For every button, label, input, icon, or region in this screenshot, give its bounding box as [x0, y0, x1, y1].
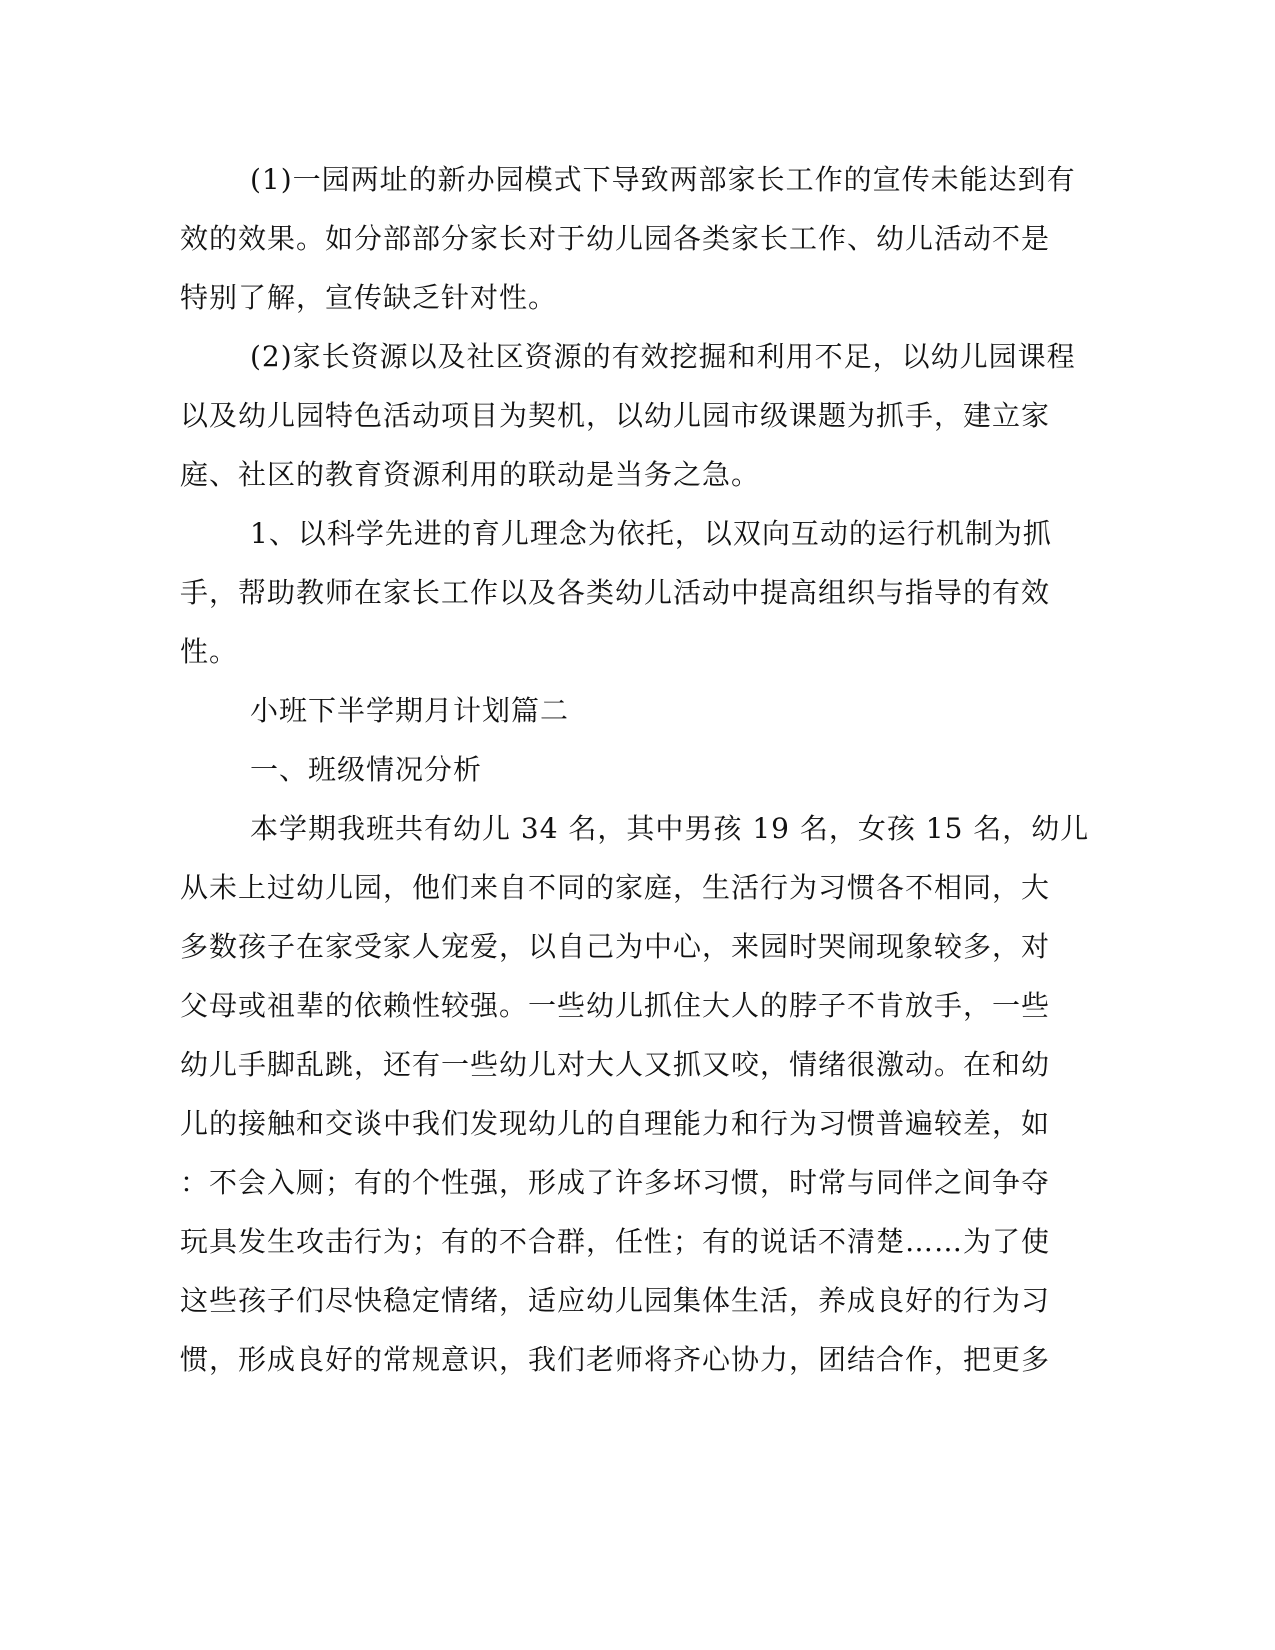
text-line: 手，帮助教师在家长工作以及各类幼儿活动中提高组织与指导的有效: [180, 576, 1051, 609]
text-line: (1)一园两址的新办园模式下导致两部家长工作的宣传未能达到有: [250, 163, 1076, 196]
text-line: ：不会入厕；有的个性强，形成了许多坏习惯，时常与同伴之间争夺: [180, 1166, 1051, 1199]
paragraph-2-line-3: [0, 455, 1275, 495]
section-title: [0, 691, 1275, 731]
text-line: 1、以科学先进的育儿理念为依托，以双向互动的运行机制为抓: [250, 517, 1052, 550]
paragraph-1-line-3: [0, 278, 1275, 318]
text-line: 惯，形成良好的常规意识，我们老师将齐心协力，团结合作，把更多: [180, 1343, 1051, 1376]
text-line: 特别了解，宣传缺乏针对性。: [180, 281, 558, 314]
paragraph-3-line-2: [0, 573, 1275, 613]
subsection-title: [0, 750, 1275, 790]
text-line: 性。: [180, 635, 239, 668]
text-line: 玩具发生攻击行为；有的不合群，任性；有的说话不清楚……为了使: [180, 1225, 1051, 1258]
subsection-title-text: 一、班级情况分析: [250, 753, 483, 786]
paragraph-4-line-5: [0, 1045, 1275, 1085]
section-title-text: 小班下半学期月计划篇二: [250, 694, 570, 727]
paragraph-4-line-1: [0, 809, 1275, 849]
paragraph-1-line-1: [0, 160, 1275, 200]
paragraph-4-line-2: [0, 868, 1275, 908]
text-line: 多数孩子在家受家人宠爱，以自己为中心，来园时哭闹现象较多，对: [180, 930, 1051, 963]
text-line: 幼儿手脚乱跳，还有一些幼儿对大人又抓又咬，情绪很激动。在和幼: [180, 1048, 1051, 1081]
paragraph-4-line-10: [0, 1340, 1275, 1380]
paragraph-4-line-4: [0, 986, 1275, 1026]
text-line: 从未上过幼儿园，他们来自不同的家庭，生活行为习惯各不相同，大: [180, 871, 1051, 904]
text-line: 父母或祖辈的依赖性较强。一些幼儿抓住大人的脖子不肯放手，一些: [180, 989, 1051, 1022]
paragraph-4-line-7: [0, 1163, 1275, 1203]
paragraph-4-line-3: [0, 927, 1275, 967]
paragraph-2-line-1: [0, 337, 1275, 377]
paragraph-4-line-6: [0, 1104, 1275, 1144]
text-line: (2)家长资源以及社区资源的有效挖掘和利用不足，以幼儿园课程: [250, 340, 1076, 373]
paragraph-3-line-1: [0, 514, 1275, 554]
text-line: 儿的接触和交谈中我们发现幼儿的自理能力和行为习惯普遍较差，如: [180, 1107, 1051, 1140]
paragraph-4-line-9: [0, 1281, 1275, 1321]
paragraph-4-line-8: [0, 1222, 1275, 1262]
text-line: 庭、社区的教育资源利用的联动是当务之急。: [180, 458, 761, 491]
text-line: 以及幼儿园特色活动项目为契机，以幼儿园市级课题为抓手，建立家: [180, 399, 1051, 432]
text-line: 本学期我班共有幼儿 34 名，其中男孩 19 名，女孩 15 名，幼儿: [250, 812, 1090, 845]
text-line: 这些孩子们尽快稳定情绪，适应幼儿园集体生活，养成良好的行为习: [180, 1284, 1051, 1317]
paragraph-1-line-2: [0, 219, 1275, 259]
paragraph-2-line-2: [0, 396, 1275, 436]
text-line: 效的效果。如分部部分家长对于幼儿园各类家长工作、幼儿活动不是: [180, 222, 1051, 255]
paragraph-3-line-3: [0, 632, 1275, 672]
